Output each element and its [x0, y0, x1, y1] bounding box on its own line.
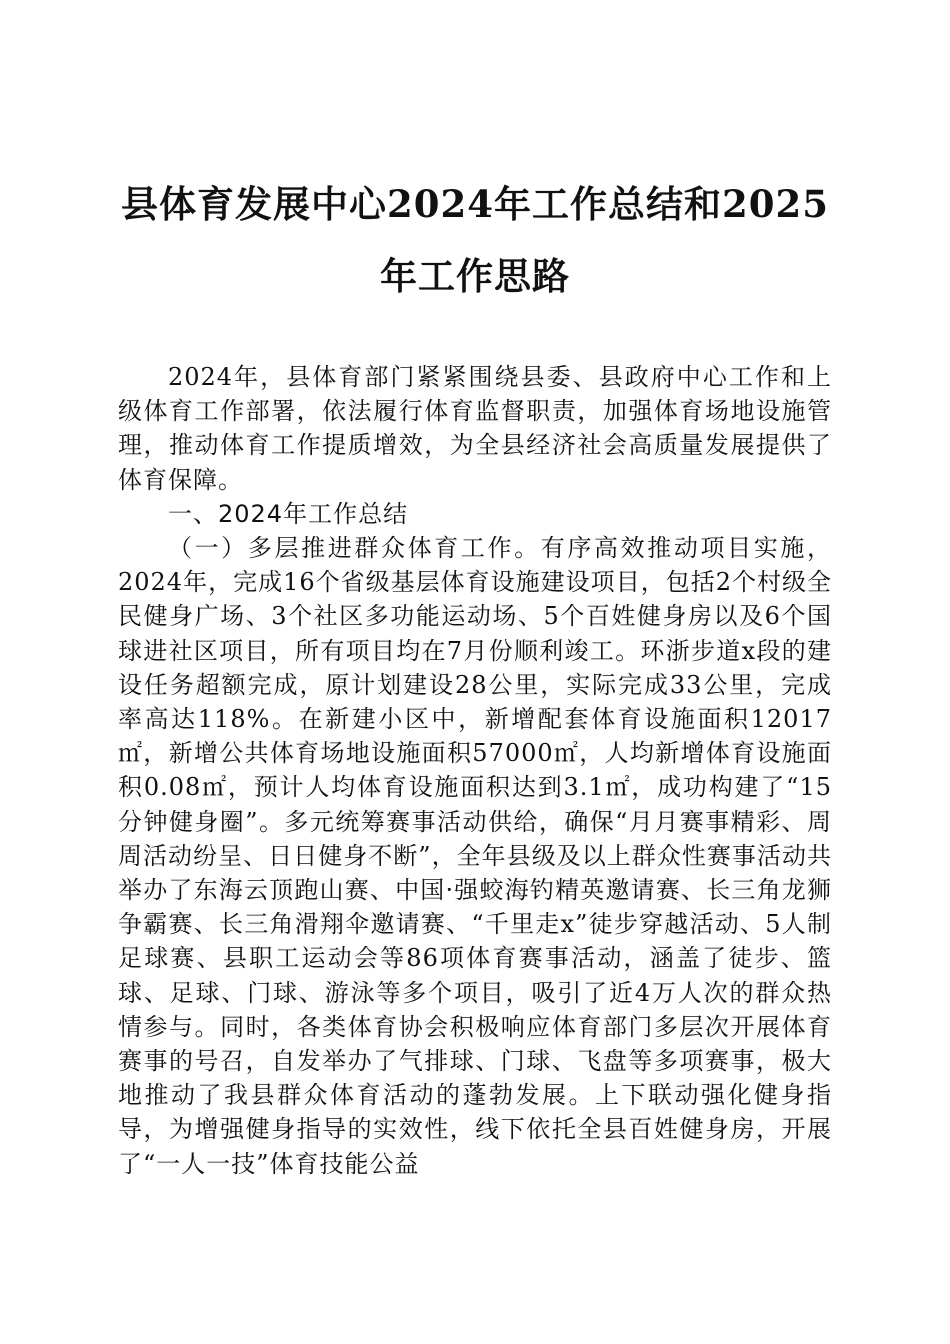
- document-body: [118, 360, 832, 1181]
- section-heading: 一、2024年工作总结: [168, 499, 409, 528]
- intro-paragraph: 2024年，县体育部门紧紧围绕县委、县政府中心工作和上级体育工作部署，依法履行体育监督职责，加强体育场地设施管理，推动体育工作提质增效，为全县经济社会高质量发展提供了体育保障。: [118, 363, 832, 494]
- body-paragraph: （一）多层推进群众体育工作。有序高效推动项目实施，2024年，完成16个省级基层体育设施建设项目，包括2个村级全民健身广场、3个社区多功能运动场、5个百姓健身房以及6个国球进社区项目，所有项目均在7月份顺利竣工。环浙步道x段的建设任务超额完成，原计划建设28公里，实际完成33公里，完成率高达118%。在新建小区中，新增配套体育设施面积12017㎡，新增公共体育场地设施面积57000㎡，人均新增体育设施面积0.08㎡，预计人均体育设施面积达到3.1㎡，成功构建了“15分钟健身圈”。多元统筹赛事活动供给，确保“月月赛事精彩、周周活动纷呈、日日健身不断”，全年县级及以上群众性赛事活动共举办了东海云顶跑山赛、中国·强蛟海钓精英邀请赛、长三角龙狮争霸赛、长三角滑翔伞邀请赛、“千里走x”徒步穿越活动、5人制足球赛、县职工运动会等86项体育赛事活动，涵盖了徒步、篮球、足球、门球、游泳等多个项目，吸引了近4万人次的群众热情参与。同时，各类体育协会积极响应体育部门多层次开展体育赛事的号召，自发举办了气排球、门球、飞盘等多项赛事，极大地推动了我县群众体育活动的蓬勃发展。上下联动强化健身指导，为增强健身指导的实效性，线下依托全县百姓健身房，开展了“一人一技”体育技能公益: [118, 534, 832, 1178]
- document-title: 县体育发展中心2024年工作总结和2025年工作思路: [121, 182, 829, 298]
